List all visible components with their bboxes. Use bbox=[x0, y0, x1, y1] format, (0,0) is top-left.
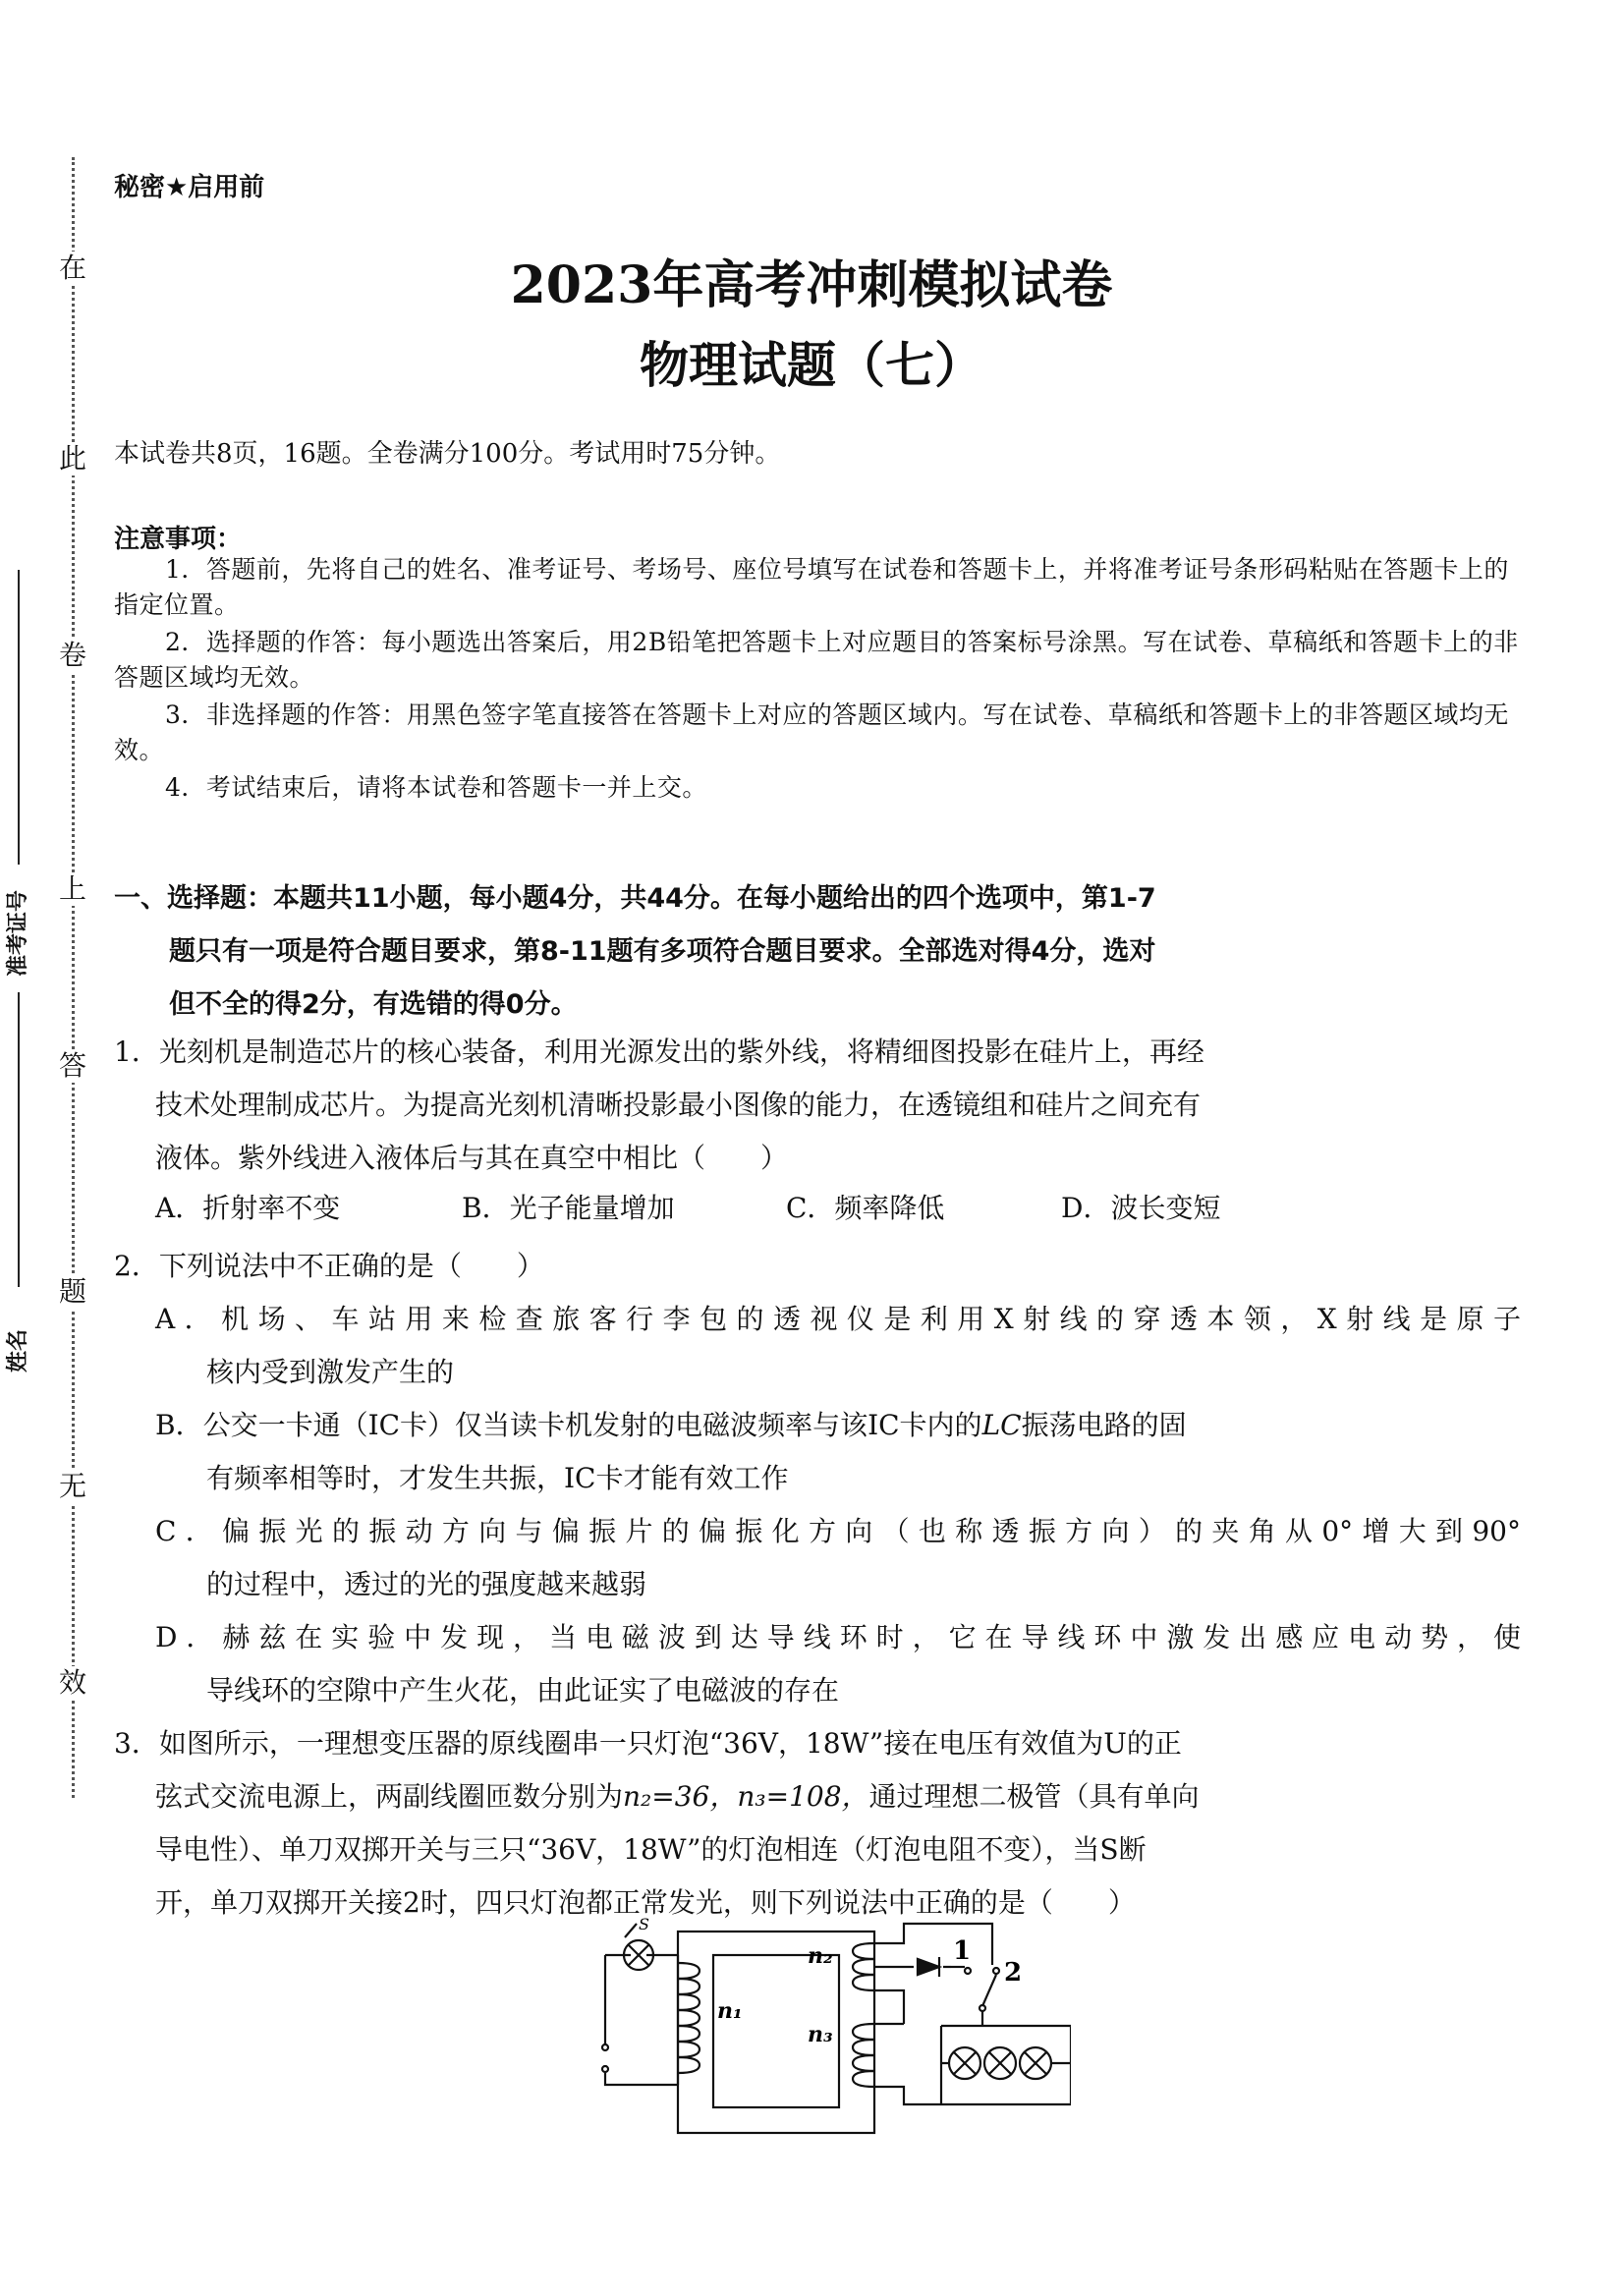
exam-subtitle: 物理试题（七） bbox=[640, 336, 983, 394]
transformer-circuit-figure bbox=[580, 1916, 1071, 2142]
ac-terminal bbox=[602, 2044, 608, 2050]
option-text: 的过程中，透过的光的强度越来越弱 bbox=[206, 1568, 647, 1600]
turns-n2: n₂=36， bbox=[623, 1780, 738, 1813]
exam-title: 2023年高考冲刺模拟试卷 bbox=[510, 255, 1113, 315]
question-2-stem: 2．下列说法中不正确的是（ ） bbox=[114, 1250, 544, 1282]
spdt-pivot bbox=[979, 2005, 985, 2011]
exam-intro: 本试卷共8页，16题。全卷满分100分。考试用时75分钟。 bbox=[114, 439, 781, 469]
margin-char: 题 bbox=[59, 1275, 87, 1308]
ac-terminal bbox=[602, 2066, 608, 2072]
option-text: 有频率相等时，才发生共振，IC卡才能有效工作 bbox=[206, 1462, 789, 1494]
terminal-1 bbox=[965, 1968, 971, 1974]
name-label: 姓名 bbox=[5, 1329, 30, 1373]
center-tap-wire bbox=[874, 1990, 904, 2024]
question-text: 技术处理制成芯片。为提高光刻机清晰投影最小图像的能力，在透镜组和硅片之间充有 bbox=[155, 1089, 1202, 1121]
position-2-label: 2 bbox=[1004, 1958, 1023, 1988]
turns-n3: n₃=108， bbox=[737, 1780, 869, 1813]
option-text: A．机场、车站用来检查旅客行李包的透视仪是利用X射线的穿透本领，X射线是原子 bbox=[155, 1303, 1521, 1335]
n3-bottom-wire bbox=[874, 2087, 1071, 2104]
primary-wires bbox=[605, 1955, 678, 2085]
option-text: B．公交一卡通（IC卡）仅当读卡机发射的电磁波频率与该IC卡内的 bbox=[155, 1409, 982, 1441]
margin-char: 在 bbox=[59, 252, 87, 284]
question-text: 导电性）、单刀双掷开关与三只“36V，18W”的灯泡相连（灯泡电阻不变），当S断 bbox=[155, 1833, 1147, 1866]
confidential-mark: 秘密★启用前 bbox=[114, 173, 265, 202]
note-item: 4．考试结束后，请将本试卷和答题卡一并上交。 bbox=[165, 773, 707, 802]
option-text: D．赫兹在实验中发现，当电磁波到达导线环时，它在导线环中激发出感应电动势，使 bbox=[155, 1621, 1521, 1653]
question-text: 3．如图所示，一理想变压器的原线圈串一只灯泡“36V，18W”接在电压有效值为U的正 bbox=[114, 1727, 1182, 1760]
switch-s-label: S bbox=[639, 1916, 649, 1933]
n3-label: n₃ bbox=[808, 2022, 833, 2047]
question-text: 液体。紫外线进入液体后与其在真空中相比（ ） bbox=[155, 1142, 789, 1174]
margin-char: 上 bbox=[59, 872, 87, 905]
option-c: C．频率降低 bbox=[786, 1192, 945, 1224]
option-text: 振荡电路的固 bbox=[1021, 1409, 1187, 1441]
n1-label: n₁ bbox=[717, 1998, 743, 2024]
option-text: 核内受到激发产生的 bbox=[206, 1356, 455, 1388]
option-text: C．偏振光的振动方向与偏振片的偏振化方向（也称透振方向）的夹角从0°增大到90° bbox=[155, 1515, 1521, 1547]
option-b: B．光子能量增加 bbox=[462, 1192, 675, 1224]
question-1 bbox=[114, 1026, 1254, 1185]
transformer-core-outer bbox=[678, 1932, 874, 2133]
question-2-option-d bbox=[155, 1611, 1521, 1717]
exam-number-underline bbox=[18, 570, 20, 865]
margin-char: 无 bbox=[59, 1470, 87, 1502]
spdt-switch-blade bbox=[982, 1975, 996, 2006]
margin-char: 此 bbox=[59, 442, 87, 475]
question-text: 1．光刻机是制造芯片的核心装备，利用光源发出的紫外线，将精细图投影在硅片上，再经 bbox=[114, 1036, 1204, 1068]
question-1-options bbox=[155, 1187, 1334, 1230]
lamp-group bbox=[941, 2047, 1071, 2079]
margin-char: 效 bbox=[59, 1666, 87, 1699]
exam-number-label: 准考证号 bbox=[5, 890, 30, 978]
option-d: D．波长变短 bbox=[1061, 1192, 1221, 1224]
n2-top-wire bbox=[874, 1924, 992, 1965]
section-heading bbox=[114, 872, 1263, 1032]
option-a: A．折射率不变 bbox=[155, 1192, 341, 1224]
margin-char: 答 bbox=[59, 1049, 87, 1082]
notes-heading: 注意事项： bbox=[114, 525, 243, 554]
section-heading-line: 一、选择题：本题共11小题，每小题4分，共44分。在每小题给出的四个选项中，第1-7 bbox=[114, 883, 1156, 914]
section-heading-line: 但不全的得2分，有选错的得0分。 bbox=[169, 989, 578, 1020]
note-item: 1．答题前，先将自己的姓名、准考证号、考场号、座位号填写在试卷和答题卡上，并将准考证号条形码粘贴在答题卡上的指定位置。 bbox=[114, 555, 1509, 619]
position-1-label: 1 bbox=[953, 1936, 972, 1966]
question-text: 开，单刀双掷开关接2时，四只灯泡都正常发光，则下列说法中正确的是（ ） bbox=[155, 1886, 1136, 1919]
note-item: 3．非选择题的作答：用黑色签字笔直接答在答题卡上对应的答题区域内。写在试卷、草稿纸和答题卡上的非答题区域均无效。 bbox=[114, 700, 1509, 764]
diode-icon bbox=[918, 1959, 939, 1975]
n2-label: n₂ bbox=[808, 1943, 833, 1969]
primary-bulb-cross bbox=[628, 1944, 649, 1966]
margin-char: 卷 bbox=[59, 639, 87, 671]
primary-coil-n1 bbox=[678, 1963, 700, 2073]
terminal-2 bbox=[993, 1968, 999, 1974]
question-3 bbox=[114, 1717, 1263, 1930]
question-2-option-b bbox=[155, 1399, 1521, 1505]
question-2-option-a bbox=[155, 1293, 1521, 1399]
option-text: 导线环的空隙中产生火花，由此证实了电磁波的存在 bbox=[206, 1674, 840, 1707]
question-text: 弦式交流电源上，两副线圈匝数分别为 bbox=[155, 1780, 624, 1813]
secondary-coil-n2 bbox=[853, 1943, 874, 1990]
section-heading-line: 题只有一项是符合题目要求，第8-11题有多项符合题目要求。全部选对得4分，选对 bbox=[169, 936, 1156, 967]
name-underline bbox=[18, 992, 20, 1287]
switch-s-blade bbox=[625, 1924, 637, 1937]
note-item: 2．选择题的作答：每小题选出答案后，用2B铅笔把答题卡上对应题目的答案标号涂黑。写在试卷、草稿纸和答题卡上的非答题区域均无效。 bbox=[114, 628, 1519, 692]
lc-symbol: LC bbox=[981, 1409, 1022, 1441]
question-text: 通过理想二极管（具有单向 bbox=[868, 1780, 1200, 1813]
binding-dotted-line bbox=[72, 157, 75, 1798]
question-2-option-c bbox=[155, 1505, 1521, 1611]
secondary-coil-n3 bbox=[853, 2024, 874, 2087]
